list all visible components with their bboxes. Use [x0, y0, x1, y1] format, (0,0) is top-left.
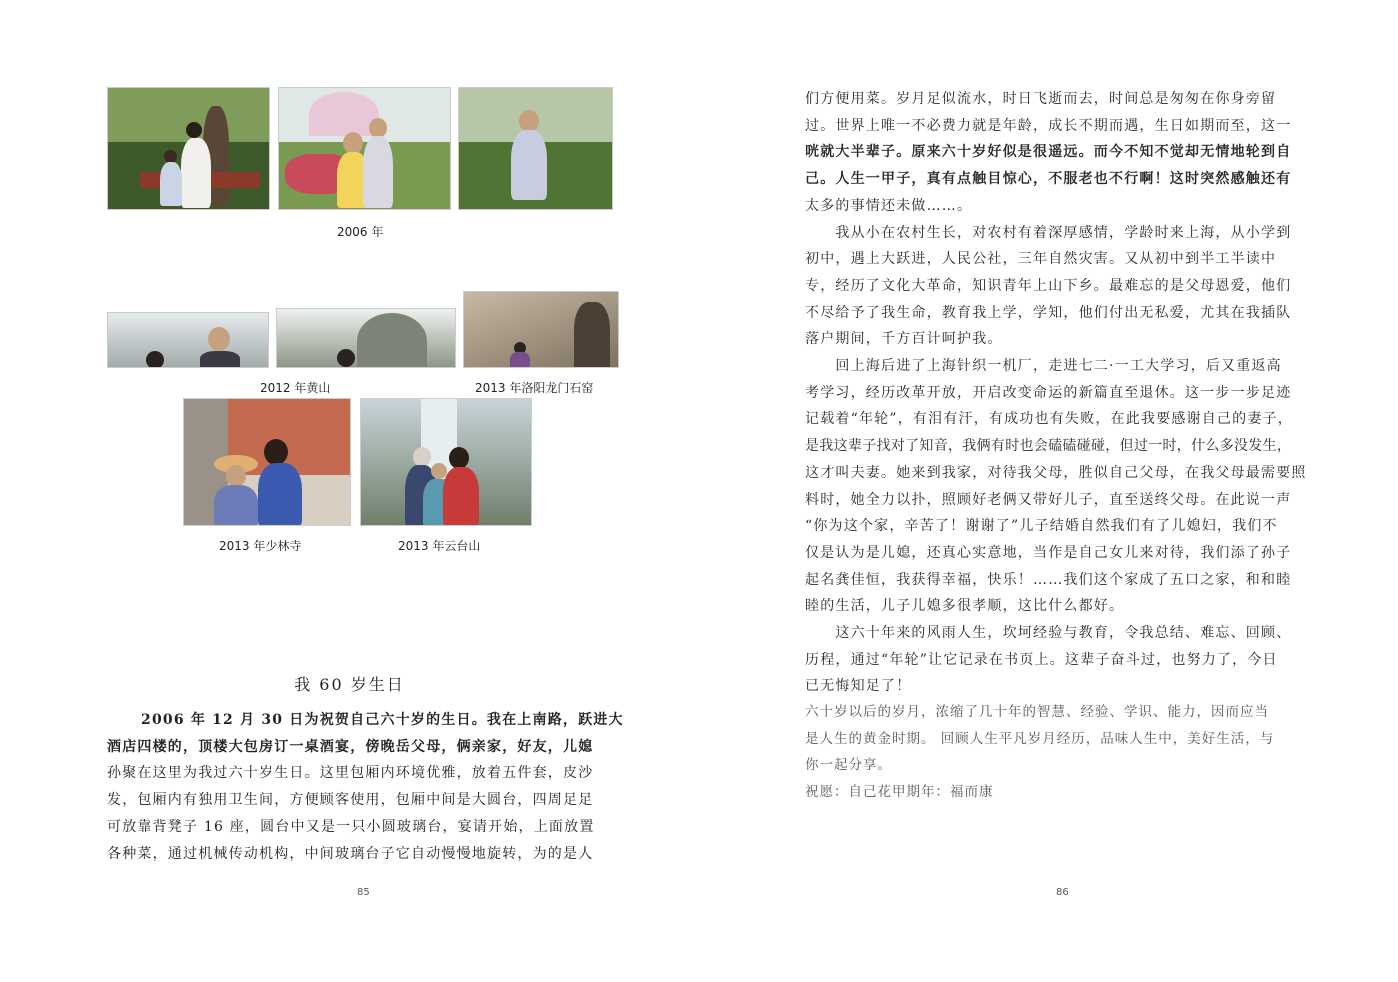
body-line: 已无悔知足了！	[805, 678, 912, 695]
body-line: 们方便用菜。岁月足似流水，时日飞逝而去，时间总是匆匆在你身旁留	[805, 91, 1277, 107]
caption-2006: 2006 年	[337, 225, 384, 239]
caption-2013-longmen: 2013 年洛阳龙门石窑	[475, 381, 594, 395]
photo-2006-umbrella	[278, 87, 451, 210]
body-line: 考学习，经历改革开放，开启改变命运的新篇直至退休。这一步一步足迹	[805, 384, 1292, 401]
body-line: 过。世界上唯一不必费力就是年龄，成长不期而遇，生日如期而至，这一	[805, 117, 1292, 134]
body-line: 咣就大半辈子。原来六十岁好似是很遥远。而今不知不觉却无情地轮到自	[805, 144, 1292, 161]
photo-2006-bench	[107, 87, 270, 210]
body-line: 太多的事情还未做……。	[805, 197, 973, 214]
body-line: 这才叫夫妻。她来到我家，对待我父母，胜似自己父母，在我父母最需要照	[805, 464, 1307, 481]
body-line: 落户期间，千方百计呵护我。	[805, 331, 1003, 348]
photo-2013-yuntai	[360, 398, 532, 526]
body-line: 是我这辈子找对了知音，我俩有时也会磕磕碰碰，但过一时，什么多没发生，	[805, 438, 1292, 455]
closing-line: 六十岁以后的岁月，浓缩了几十年的智慧、经验、学识、能力，因而应当	[805, 704, 1269, 720]
closing-text	[805, 699, 1325, 805]
page-number-right: 86	[1056, 887, 1069, 898]
closing-line: 祝愿：自己花甲期年：福而康	[805, 783, 994, 800]
body-line: 己。人生一甲子，真有点触目惊心，不服老也不行啊！这时突然感触还有	[805, 171, 1292, 188]
closing-line: 你一起分享。	[805, 757, 892, 774]
body-line: 料时，她全力以扑，照顾好老俩又带好儿子，直至送终父母。在此说一声	[805, 491, 1292, 508]
body-line: 这六十年来的风雨人生，坎坷经验与教育，令我总结、难忘、回顾、	[805, 625, 1292, 642]
body-line: 酒店四楼的，顶楼大包房订一桌酒宴，傍晚岳父母，俩亲家，好友，儿媳	[107, 738, 594, 755]
body-line: 回上海后进了上海针织一机厂，走进七二·一工大学习，后又重返高	[805, 358, 1282, 375]
body-line: 历程，通过“年轮”让它记录在书页上。这辈子奋斗过，也努力了，今日	[805, 651, 1278, 668]
body-line: 起名龚佳恒，我获得幸福，快乐！……我们这个家成了五口之家，和和睦	[805, 571, 1292, 588]
caption-2013-shaolin: 2013 年少林寺	[219, 539, 302, 553]
caption-2012-huangshan: 2012 年黄山	[260, 381, 331, 395]
body-line: 睦的生活，儿子儿媳多很孝顺，这比什么都好。	[805, 598, 1125, 615]
section-title: 我 60 岁生日	[294, 675, 405, 694]
closing-line: 是人生的黄金时期。 回顾人生平凡岁月经历，品味人生中，美好生活，与	[805, 730, 1275, 747]
body-line: 初中，遇上大跃进，人民公社，三年自然灾害。又从初中到半工半读中	[805, 251, 1277, 268]
body-line: 专，经历了文化大革命，知识青年上山下乡。最难忘的是父母恩爱，他们	[805, 277, 1292, 294]
body-line: 2006 年 12 月 30 日为祝贺自己六十岁的生日。我在上南路，跃进大	[141, 712, 624, 728]
body-line: 发，包厢内有独用卫生间，方便顾客使用，包厢中间是大圆台，四周足足	[107, 792, 594, 809]
body-line: 孙聚在这里为我过六十岁生日。这里包厢内环境优雅，放着五件套，皮沙	[107, 765, 594, 782]
photo-2013-longmen	[463, 291, 619, 368]
body-line: 记载着“年轮”，有泪有汗，有成功也有失败，在此我要感谢自己的妻子，	[805, 411, 1293, 428]
photo-2012-huangshan-right	[276, 308, 456, 368]
right-page	[699, 0, 1398, 982]
right-body-text	[805, 86, 1325, 700]
photo-2012-huangshan-left	[107, 312, 269, 368]
body-line: 仅是认为是儿媳，还真心实意地，当作是自己女儿来对待，我们添了孙子	[805, 544, 1292, 561]
body-line: 我从小在农村生长，对农村有着深厚感情，学龄时来上海，从小学到	[805, 224, 1292, 241]
left-body-text	[107, 707, 637, 867]
page-number-left: 85	[357, 887, 370, 898]
body-line: 各种菜，通过机械传动机构，中间玻璃台子它自动慢慢地旋转，为的是人	[107, 845, 594, 862]
caption-2013-yuntai: 2013 年云台山	[398, 539, 481, 553]
body-line: 可放靠背凳子 16 座，圆台中又是一只小圆玻璃台，宴请开始，上面放置	[107, 818, 595, 835]
body-line: 不尽给予了我生命，教育我上学，学知，他们付出无私爱，尤其在我插队	[805, 304, 1292, 321]
photo-2006-boy	[458, 87, 613, 210]
body-line: “你为这个家，辛苦了！谢谢了”儿子结婚自然我们有了儿媳妇，我们不	[805, 518, 1278, 535]
photo-2013-shaolin	[183, 398, 351, 526]
